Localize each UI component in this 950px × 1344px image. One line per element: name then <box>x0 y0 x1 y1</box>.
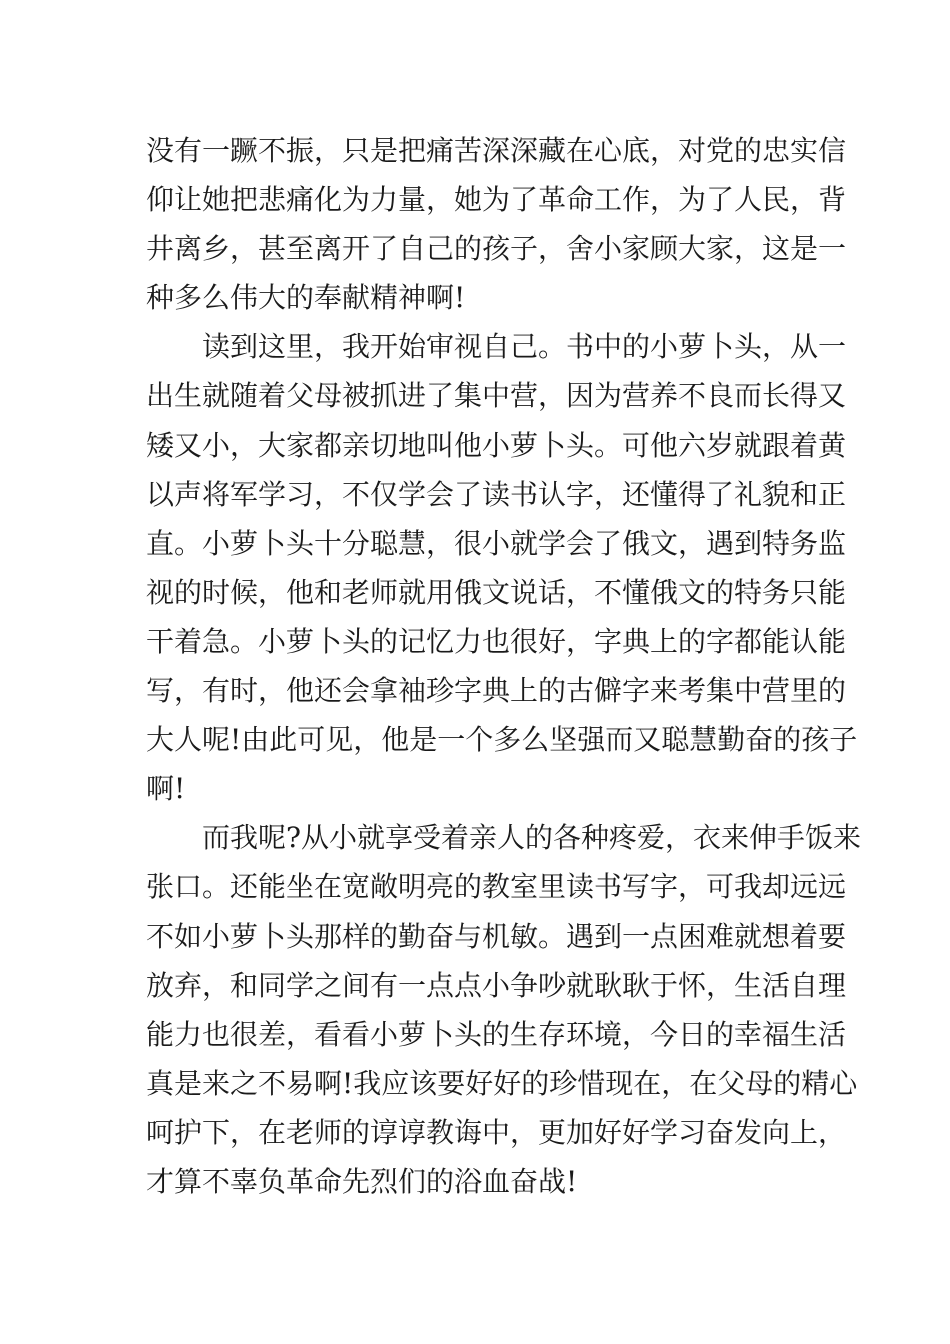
paragraph-3 <box>146 813 862 1206</box>
text-line: 仰让她把悲痛化为力量，她为了革命工作，为了人民，背 <box>146 183 847 217</box>
text-line: 读到这里，我开始审视自己。书中的小萝卜头，从一 <box>202 330 847 364</box>
text-line: 出生就随着父母被抓进了集中营，因为营养不良而长得又 <box>146 379 847 413</box>
paragraph-1 <box>146 126 847 322</box>
text-line: 能力也很差，看看小萝卜头的生存环境，今日的幸福生活 <box>146 1017 847 1051</box>
text-line: 视的时候，他和老师就用俄文说话，不懂俄文的特务只能 <box>146 575 847 609</box>
text-line: 放弃，和同学之间有一点点小争吵就耿耿于怀，生活自理 <box>146 968 847 1002</box>
text-line: 而我呢?从小就享受着亲人的各种疼爱，衣来伸手饭来 <box>202 821 862 855</box>
text-line: 大人呢!由此可见，他是一个多么坚强而又聪慧勤奋的孩子 <box>146 723 858 757</box>
text-line: 种多么伟大的奉献精神啊! <box>146 281 466 315</box>
text-line: 以声将军学习，不仅学会了读书认字，还懂得了礼貌和正 <box>146 477 847 511</box>
text-line: 干着急。小萝卜头的记忆力也很好，字典上的字都能认能 <box>146 624 847 658</box>
text-line: 才算不辜负革命先烈们的浴血奋战! <box>146 1164 578 1198</box>
text-line: 直。小萝卜头十分聪慧，很小就学会了俄文，遇到特务监 <box>146 526 847 560</box>
text-line: 写，有时，他还会拿袖珍字典上的古僻字来考集中营里的 <box>146 674 847 708</box>
text-line: 不如小萝卜头那样的勤奋与机敏。遇到一点困难就想着要 <box>146 919 847 953</box>
text-line: 没有一蹶不振，只是把痛苦深深藏在心底，对党的忠实信 <box>146 134 847 167</box>
text-line: 井离乡，甚至离开了自己的孩子，舍小家顾大家，这是一 <box>146 232 847 266</box>
text-line: 啊! <box>146 772 186 806</box>
text-line: 真是来之不易啊!我应该要好好的珍惜现在，在父母的精心 <box>146 1066 858 1100</box>
text-line: 呵护下，在老师的谆谆教诲中，更加好好学习奋发向上， <box>146 1115 847 1149</box>
text-line: 张口。还能坐在宽敞明亮的教室里读书写字，可我却远远 <box>146 870 847 904</box>
body-text <box>146 126 862 1206</box>
paragraph-2 <box>146 322 858 813</box>
text-line: 矮又小，大家都亲切地叫他小萝卜头。可他六岁就跟着黄 <box>146 428 847 462</box>
